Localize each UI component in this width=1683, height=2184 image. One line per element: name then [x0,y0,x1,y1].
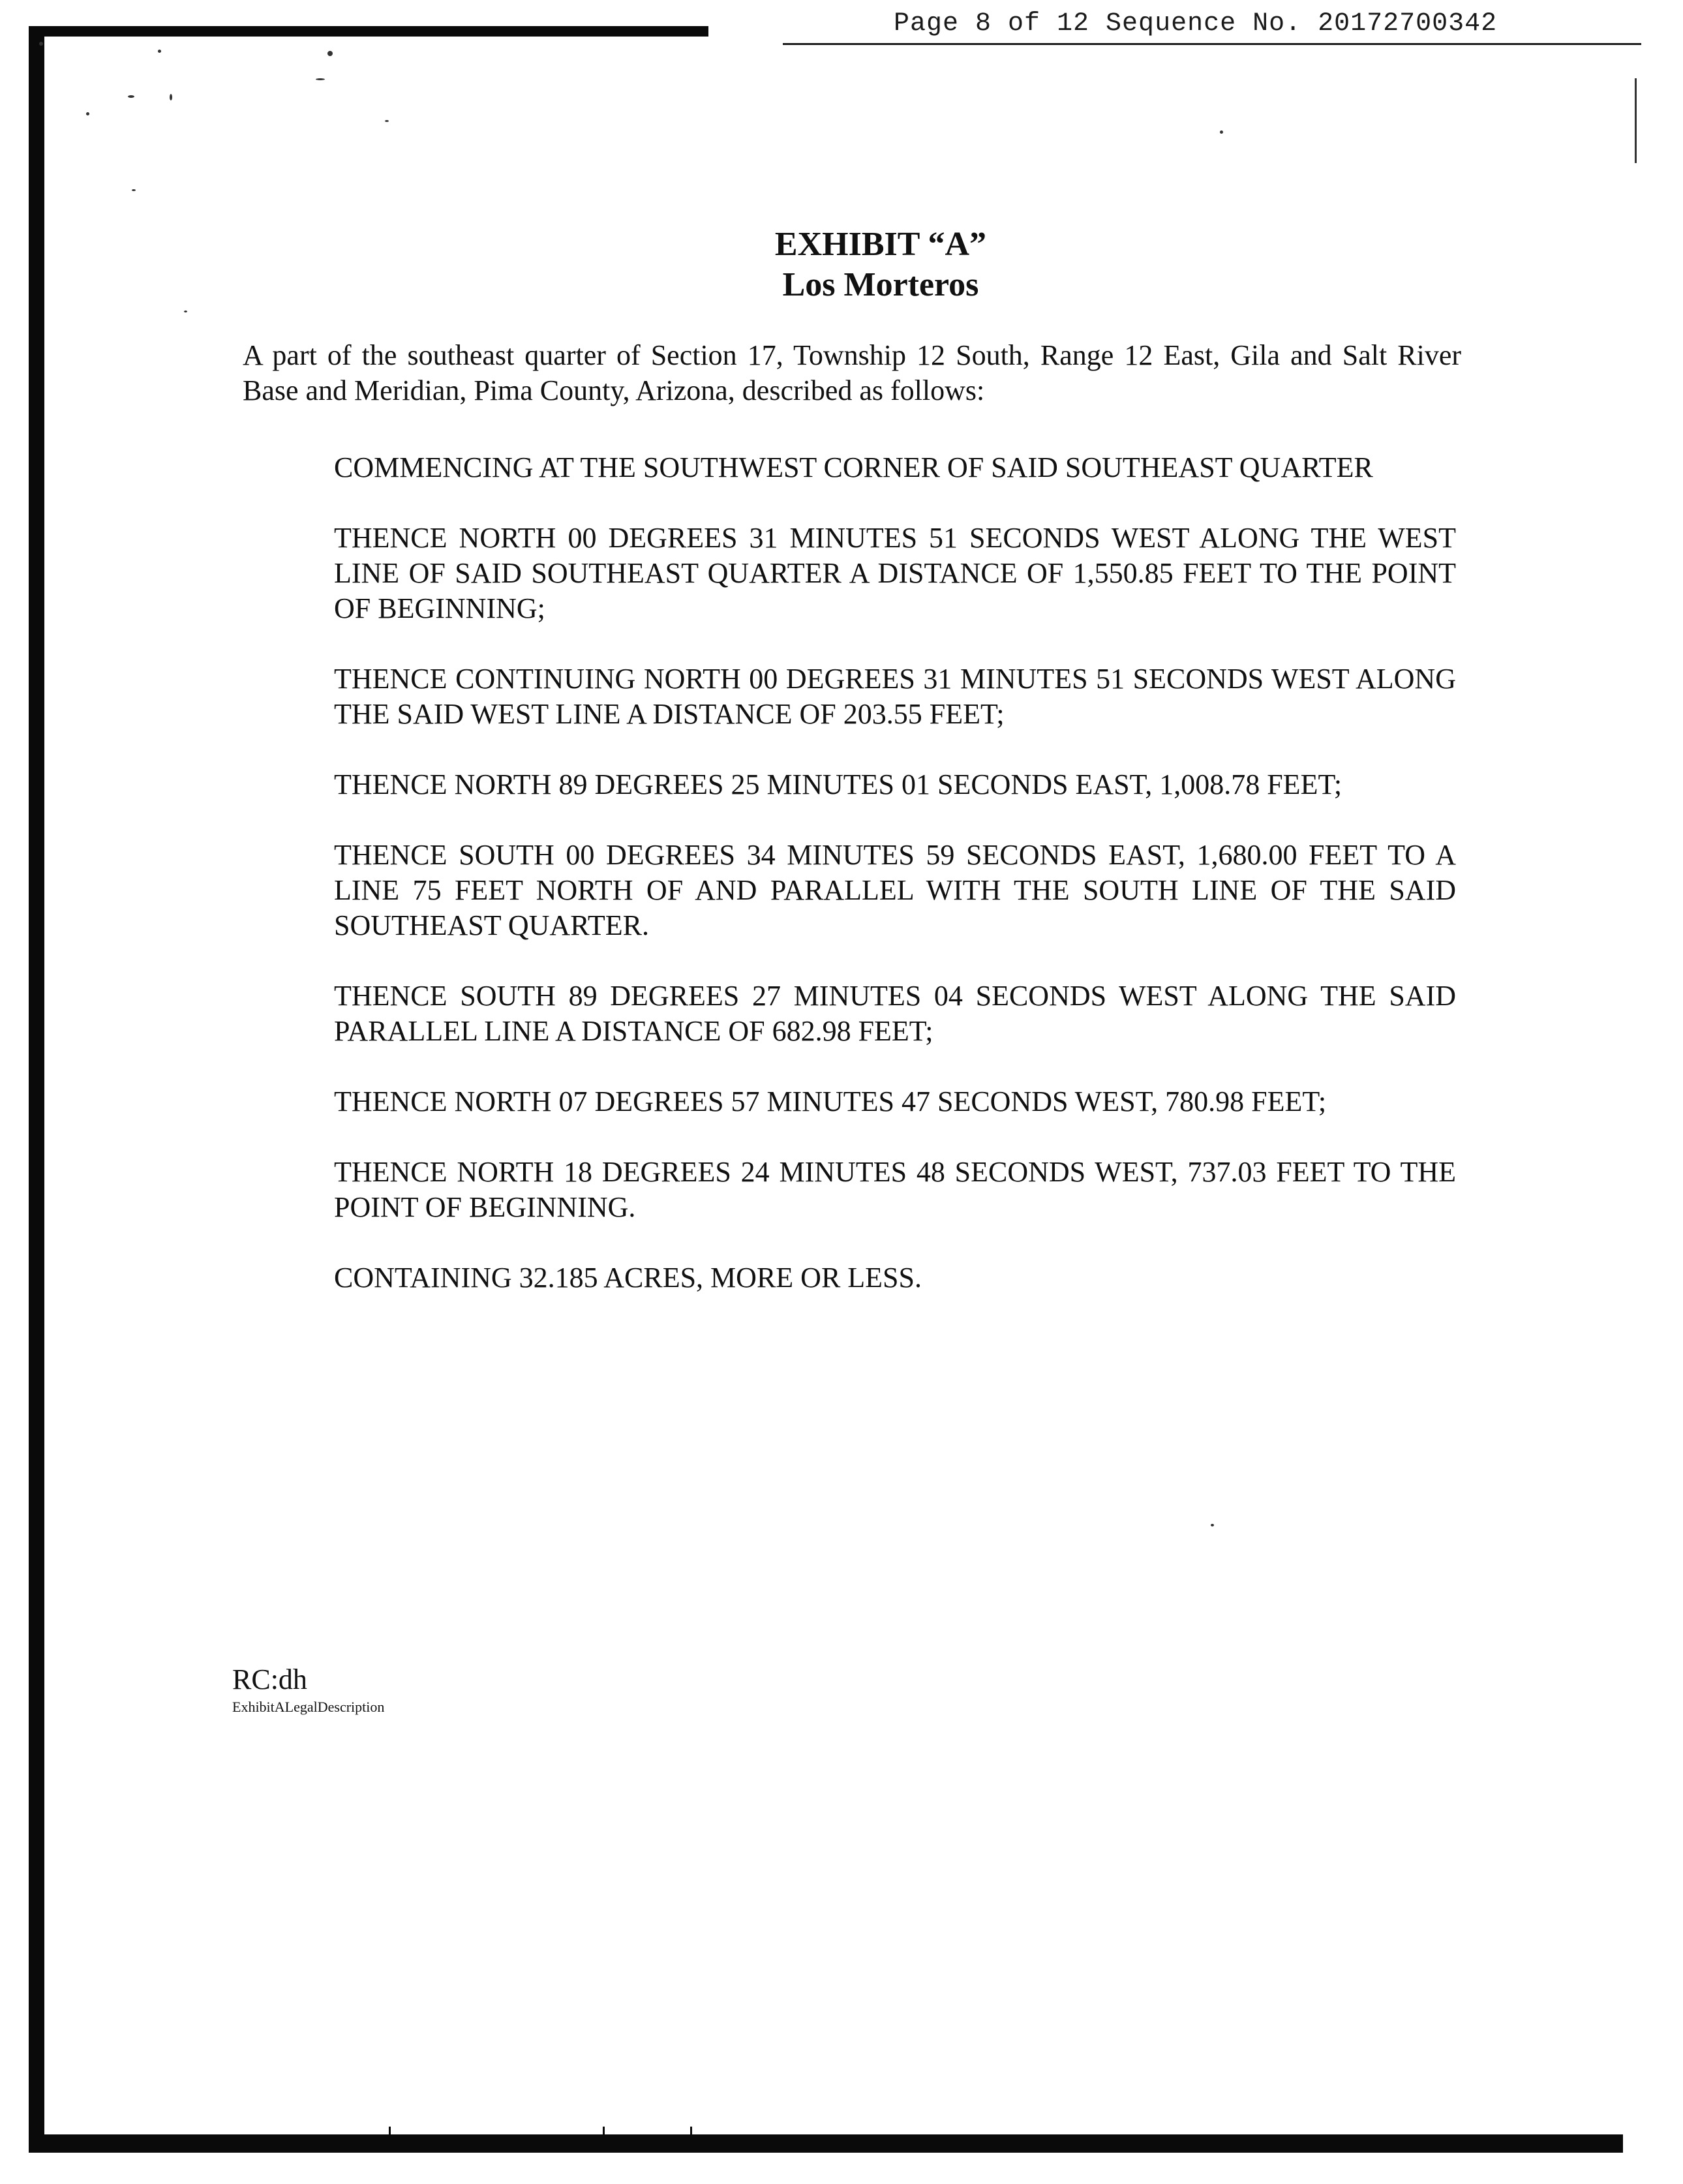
scan-speck [385,120,389,122]
call-paragraph: THENCE NORTH 89 DEGREES 25 MINUTES 01 SECONDS EAST, 1,008.78 FEET; [334,768,1342,800]
header-rule [783,43,1641,45]
right-margin-mark [1635,78,1637,163]
scan-speck [1211,1524,1214,1526]
document-filename: ExhibitALegalDescription [232,1699,385,1715]
containing-acreage: CONTAINING 32.185 ACRES, MORE OR LESS. [334,1262,922,1294]
call-paragraph: THENCE SOUTH 89 DEGREES 27 MINUTES 04 SECONDS WEST ALONG THE SAID PARALLEL LINE A DISTANCE OF 682.98 FEET; [334,980,1456,1047]
exhibit-title-block [0,224,1683,305]
scan-speck [158,50,161,53]
scan-speck [86,112,89,115]
scan-speck [39,42,43,46]
scan-speck [170,94,172,100]
scan-border-left [29,26,44,2146]
call-paragraph: THENCE CONTINUING NORTH 00 DEGREES 31 MINUTES 51 SECONDS WEST ALONG THE SAID WEST LINE A DISTANCE OF 203.55 FEET; [334,663,1456,730]
call-paragraph: THENCE NORTH 18 DEGREES 24 MINUTES 48 SECONDS WEST, 737.03 FEET TO THE POINT OF BEGINNING. [334,1156,1456,1223]
exhibit-subtitle: Los Morteros [782,266,979,303]
scan-speck [128,95,134,98]
legal-description-calls [334,450,1456,1331]
scan-speck [184,311,187,312]
bottom-tick [603,2127,605,2136]
intro-paragraph: A part of the southeast quarter of Section 17, Township 12 South, Range 12 East, Gila and Salt River Base and Meridian, Pima County, Arizona, described as follows: [243,339,1461,406]
call-paragraph: THENCE NORTH 00 DEGREES 31 MINUTES 51 SECONDS WEST ALONG THE WEST LINE OF SAID SOUTHEAST QUARTER A DISTANCE OF 1,550.85 FEET TO THE POINT OF BEGINNING; [334,522,1456,624]
call-paragraph: COMMENCING AT THE SOUTHWEST CORNER OF SAID SOUTHEAST QUARTER [334,451,1373,483]
call-paragraph: THENCE NORTH 07 DEGREES 57 MINUTES 47 SECONDS WEST, 780.98 FEET; [334,1085,1327,1117]
scan-border-bottom [29,2134,1623,2153]
scan-border-top [29,26,708,37]
scan-speck [327,51,333,56]
scan-speck [316,78,325,80]
page-sequence-header: Page 8 of 12 Sequence No. 20172700342 [894,9,1498,38]
call-paragraph: THENCE SOUTH 00 DEGREES 34 MINUTES 59 SECONDS EAST, 1,680.00 FEET TO A LINE 75 FEET NORTH OF AND PARALLEL WITH THE SOUTH LINE OF THE SAID SOUTHEAST QUARTER. [334,839,1456,941]
scan-speck [132,189,136,191]
author-initials: RC:dh [232,1663,307,1695]
exhibit-title: EXHIBIT “A” [774,226,987,263]
bottom-tick [389,2127,391,2136]
scan-speck [1220,130,1223,134]
bottom-tick [690,2127,692,2136]
